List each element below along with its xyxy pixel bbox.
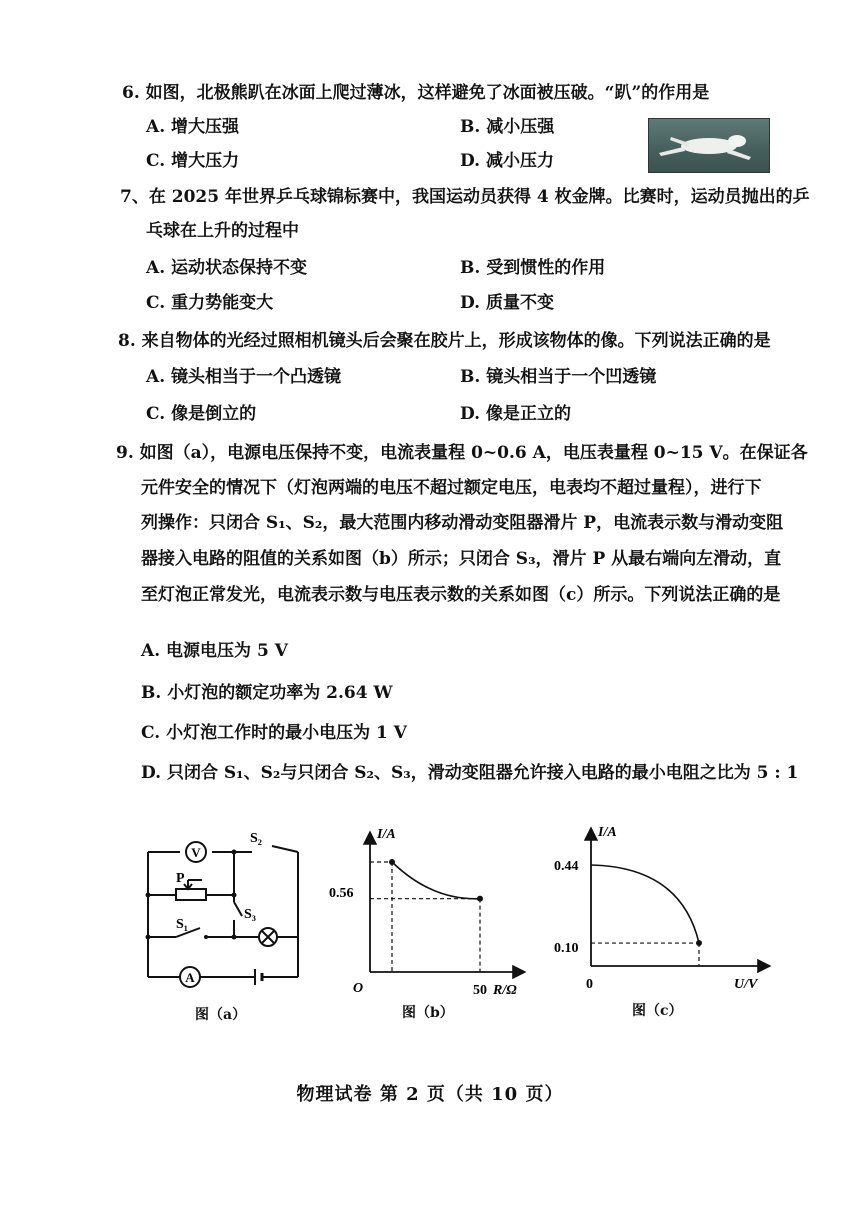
voltmeter-label: V bbox=[191, 845, 201, 860]
question-7-stem-line2: 乓球在上升的过程中 bbox=[146, 221, 299, 241]
page-footer: 物理试卷 第 2 页（共 10 页） bbox=[296, 1084, 564, 1105]
q9-option-d[interactable]: D. 只闭合 S₁、S₂与只闭合 S₂、S₃，滑动变阻器允许接入电路的最小电阻之比为 5 : 1 bbox=[141, 763, 799, 783]
graph-c-curve bbox=[591, 865, 699, 943]
question-9-line3: 列操作：只闭合 S₁、S₂，最大范围内移动滑动变阻器滑片 P，电流表示数与滑动变阻 bbox=[141, 513, 784, 533]
q8-option-d[interactable]: D. 像是正立的 bbox=[460, 404, 571, 424]
q7-option-b[interactable]: B. 受到惯性的作用 bbox=[460, 258, 606, 278]
graph-b-point-end bbox=[477, 896, 483, 902]
q8-option-a[interactable]: A. 镜头相当于一个凸透镜 bbox=[146, 367, 342, 387]
graph-c-xlabel: U/V bbox=[734, 977, 758, 992]
q9-option-b[interactable]: B. 小灯泡的额定功率为 2.64 W bbox=[141, 683, 393, 703]
q9-option-a[interactable]: A. 电源电压为 5 V bbox=[141, 641, 288, 661]
q6-option-a[interactable]: A. 增大压强 bbox=[146, 117, 240, 137]
question-9-line2: 元件安全的情况下（灯泡两端的电压不超过额定电压，电表均不超过量程），进行下 bbox=[141, 478, 762, 498]
q9-option-c[interactable]: C. 小灯泡工作时的最小电压为 1 V bbox=[141, 723, 407, 743]
figure-b-caption: 图（b） bbox=[402, 1005, 454, 1021]
graph-c-point-end bbox=[696, 940, 702, 946]
graph-c-ytick-top: 0.44 bbox=[554, 859, 579, 874]
q7-option-a[interactable]: A. 运动状态保持不变 bbox=[146, 258, 308, 278]
question-9-line4: 器接入电路的阻值的关系如图（b）所示；只闭合 S₃，滑片 P 从最右端向左滑动，直 bbox=[141, 549, 782, 569]
q8-option-c[interactable]: C. 像是倒立的 bbox=[146, 404, 257, 424]
graph-c-origin: 0 bbox=[586, 977, 593, 992]
circuit-diagram bbox=[130, 822, 320, 992]
ammeter-label: A bbox=[185, 970, 195, 985]
q6-option-d[interactable]: D. 减小压力 bbox=[460, 151, 554, 171]
graph-b bbox=[325, 820, 530, 995]
q8-option-b[interactable]: B. 镜头相当于一个凹透镜 bbox=[460, 367, 657, 387]
slider-p-label: P bbox=[176, 871, 185, 886]
graph-b-ytick-label: 0.56 bbox=[329, 886, 354, 901]
question-9-line1: 9. 如图（a），电源电压保持不变，电流表量程 0~0.6 A，电压表量程 0~15 V。在保证各 bbox=[116, 443, 808, 463]
question-9-line5: 至灯泡正常发光，电流表示数与电压表示数的关系如图（c）所示。下列说法正确的是 bbox=[141, 585, 781, 605]
s1-label: S₁ bbox=[176, 917, 188, 932]
figure-c-caption: 图（c） bbox=[632, 1003, 683, 1019]
graph-b-origin: O bbox=[353, 981, 364, 995]
q7-option-c[interactable]: C. 重力势能变大 bbox=[146, 293, 274, 313]
graph-c-ytick-low: 0.10 bbox=[554, 941, 579, 956]
s3-label: S₃ bbox=[244, 907, 256, 922]
graph-b-xlabel: R/Ω bbox=[493, 983, 517, 995]
question-8-stem: 8. 来自物体的光经过照相机镜头后会聚在胶片上，形成该物体的像。下列说法正确的是 bbox=[118, 331, 771, 351]
graph-b-curve bbox=[392, 862, 480, 899]
graph-b-point-start bbox=[389, 859, 395, 865]
s2-label: S₂ bbox=[250, 831, 262, 846]
graph-c bbox=[550, 818, 775, 998]
question-7-stem-line1: 7、在 2025 年世界乒乓球锦标赛中，我国运动员获得 4 枚金牌。比赛时，运动员抛出的乒 bbox=[120, 187, 810, 207]
q7-option-d[interactable]: D. 质量不变 bbox=[460, 293, 554, 313]
question-6-stem: 6. 如图，北极熊趴在冰面上爬过薄冰，这样避免了冰面被压破。“趴”的作用是 bbox=[122, 83, 710, 103]
graph-c-ylabel: I/A bbox=[598, 825, 617, 840]
graph-b-xtick-label: 50 bbox=[473, 983, 487, 995]
q6-option-b[interactable]: B. 减小压强 bbox=[460, 117, 555, 137]
polar-bear-photo bbox=[648, 118, 770, 173]
graph-b-ylabel: I/A bbox=[377, 827, 396, 842]
figure-a-caption: 图（a） bbox=[195, 1007, 247, 1023]
q6-option-c[interactable]: C. 增大压力 bbox=[146, 151, 240, 171]
